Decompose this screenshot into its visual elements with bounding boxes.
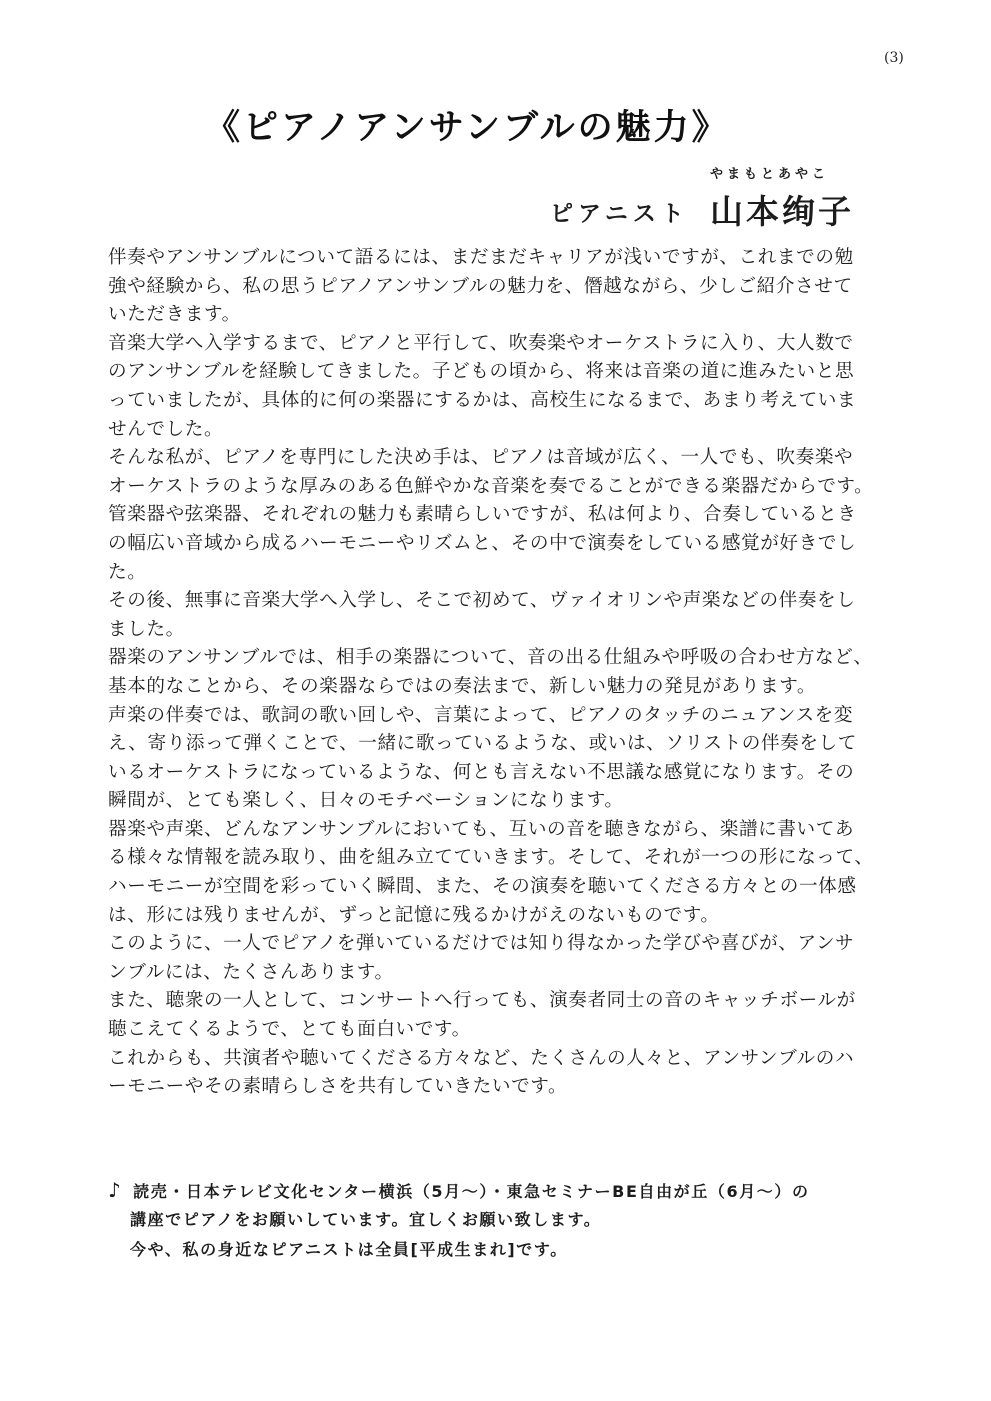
body-line: 瞬間が、とても楽しく、日々のモチベーションになります。 xyxy=(108,790,624,812)
body-line: は、形には残りませんが、ずっと記憶に残るかけがえのないものです。 xyxy=(108,904,720,926)
note-line xyxy=(108,1175,908,1205)
body-line: せんでした。 xyxy=(108,418,224,440)
body-line: 聴こえてくるようで、とても面白いです。 xyxy=(108,1019,471,1041)
body-line: いただきます。 xyxy=(108,304,241,326)
music-note-icon: ♪ xyxy=(108,1178,123,1202)
author-byline xyxy=(550,163,870,233)
article-title: 《ピアノアンサンブルの魅力》 xyxy=(205,108,730,148)
body-line: の幅広い音域から成るハーモニーやリズムと、その中で演奏をしている感覚が好きでし xyxy=(108,532,857,554)
body-line: これからも、共演者や聴いてくださる方々など、たくさんの人々と、アンサンブルのハ xyxy=(108,1047,855,1069)
note-line: 講座でピアノをお願いしています。宜しくお願い致します。 xyxy=(130,1210,602,1229)
body-line: オーケストラのような厚みのある色鮮やかな音楽を奏でることができる楽器だからです。 xyxy=(108,475,874,497)
body-line: このように、一人でピアノを弾いているだけでは知り得なかった学びや喜びが、アンサ xyxy=(108,933,855,955)
body-line: 器楽や声楽、どんなアンサンブルにおいても、互いの音を聴きながら、楽譜に書いてあ xyxy=(108,818,855,840)
page-number: (3) xyxy=(884,50,904,66)
article-body xyxy=(108,244,908,1102)
author-name: 山本绚子 xyxy=(710,192,854,231)
body-line: っていましたが、具体的に何の楽器にするかは、高校生になるまで、あまり考えていま xyxy=(108,389,857,411)
body-line: ました。 xyxy=(108,618,185,640)
body-line: る様々な情報を読み取り、曲を組み立てていきます。そして、それが一つの形になって、 xyxy=(108,847,874,869)
body-line: 声楽の伴奏では、歌詞の歌い回しや、言葉によって、ピアノのタッチのニュアンスを変 xyxy=(108,704,854,726)
body-line: ンブルには、たくさんあります。 xyxy=(108,961,394,983)
body-line: た。 xyxy=(108,561,147,583)
author-role: ピアニスト xyxy=(550,201,689,227)
body-line: のアンサンブルを経験してきました。子どもの頃から、将来は音楽の道に進みたいと思 xyxy=(108,361,855,383)
body-line: 器楽のアンサンブルでは、相手の楽器について、音の出る仕組みや呼吸の合わせ方など、 xyxy=(108,647,873,669)
body-line: 伴奏やアンサンブルについて語るには、まだまだキャリアが浅いですが、これまでの勉 xyxy=(108,247,854,268)
body-line: ハーモニーが空間を彩っていく瞬間、また、その演奏を聴いてくださる方々との一体感 xyxy=(108,876,857,898)
body-line: 基本的なことから、その楽器ならではの奏法まで、新しい魅力の発見があります。 xyxy=(108,675,817,697)
body-line: そんな私が、ピアノを専門にした決め手は、ピアノは音域が広く、一人でも、吹奏楽や xyxy=(108,447,854,469)
body-line: 音楽大学へ入学するまで、ピアノと平行して、吹奏楽やオーケストラに入り、大人数で xyxy=(108,332,854,354)
body-line: また、聴衆の一人として、コンサートへ行っても、演奏者同士の音のキャッチボールが xyxy=(108,990,856,1012)
body-line: 管楽器や弦楽器、それぞれの魅力も素晴らしいですが、私は何より、合奏しているとき xyxy=(108,504,857,526)
note-line-text: 読売・日本テレビ文化センター横浜（5月～）・東急セミナーBE自由が丘（6月～）の xyxy=(133,1182,810,1201)
body-line: いるオーケストラになっているような、何とも言えない不思議な感覚になります。その xyxy=(108,761,855,783)
note-line: 今や、私の身近なピアニストは全員[平成生まれ]です。 xyxy=(130,1240,568,1259)
author-note xyxy=(108,1175,908,1265)
body-line: その後、無事に音楽大学へ入学し、そこで初めて、ヴァイオリンや声楽などの伴奏をし xyxy=(108,590,856,612)
body-line: ーモニーやその素晴らしさを共有していきたいです。 xyxy=(108,1076,568,1098)
author-name-reading: やまもとあやこ xyxy=(710,167,830,182)
body-line: 強や経験から、私の思うピアノアンサンブルの魅力を、僭越ながら、少しご紹介させて xyxy=(108,275,853,297)
body-line: え、寄り添って弾くことで、一緒に歌っているような、或いは、ソリストの伴奏をして xyxy=(108,733,857,755)
